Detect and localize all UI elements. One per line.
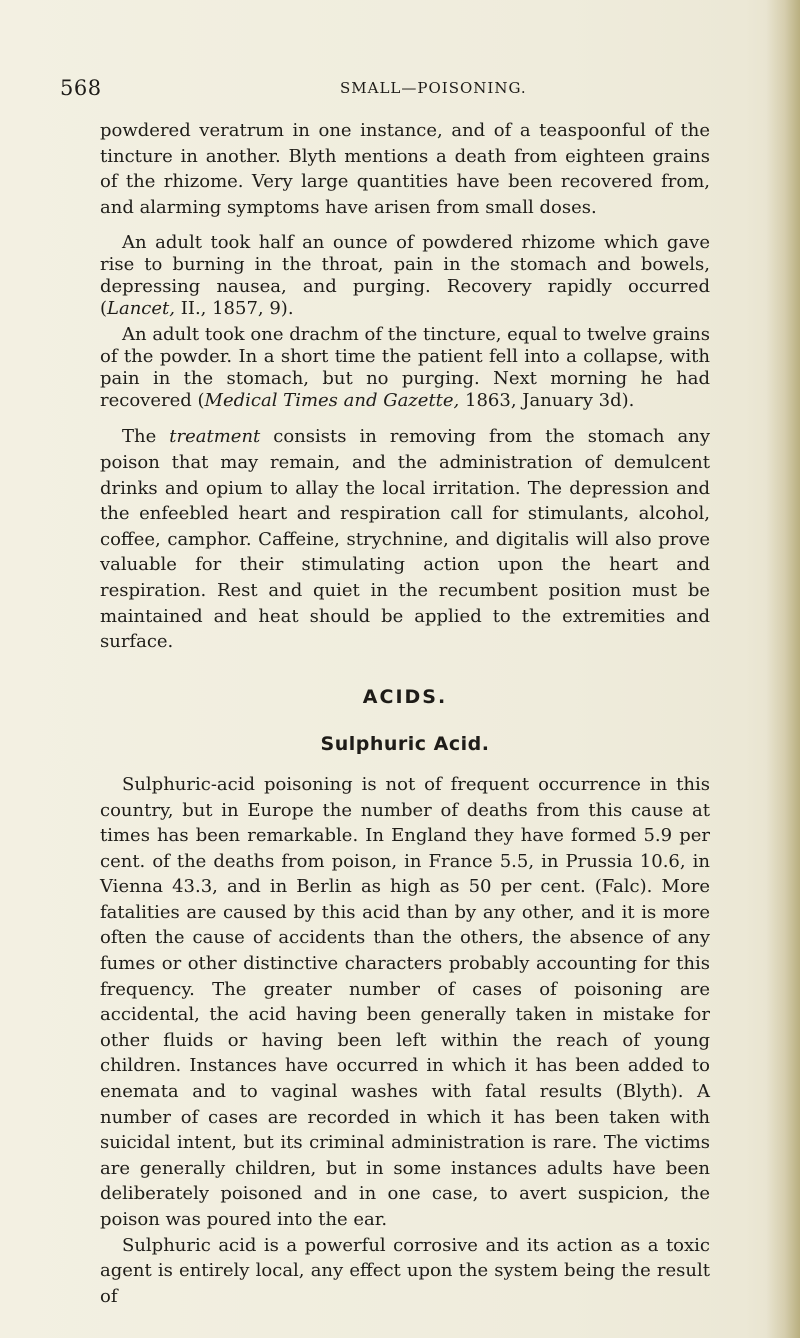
treatment-term: treatment [169, 426, 261, 448]
running-head: SMALL—POISONING. [340, 79, 527, 97]
paragraph-treatment [100, 424, 710, 654]
paragraph-veratrum-doses: powdered veratrum in one instance, and of a teaspoonful of the tincture in another. Blyth mentions a death from eighteen grains of the rhizome. Very large quantities have been recovered from, and alarming symptoms have arisen from small doses. [100, 120, 710, 218]
citation-medical-times-ref: 1863, January 3d). [459, 390, 635, 412]
subsection-heading: Sulphuric Acid. [320, 733, 490, 756]
citation-lancet: Lancet, [107, 298, 175, 320]
page-body [100, 118, 710, 1309]
page-edge-shadow [766, 0, 800, 1338]
citation-lancet-ref: II., 1857, 9). [175, 298, 294, 320]
case-text: An adult took one drachm of the tincture, equal to twelve grains of the powder. In a short time the patient fell into a collapse, with pain in the stomach, but no purging. Next morning he had recovered ( [100, 324, 710, 412]
citation-medical-times: Medical Times and Gazette, [204, 390, 460, 412]
page-number: 568 [60, 76, 102, 100]
treatment-text: consists in removing from the stomach any poison that may remain, and the administration of demulcent drinks and opium to allay the local irritation. The depression and the enfeebled heart and respiration call for stimulants, alcohol, coffee, camphor. Caffeine, strychnine, and digitalis will also prove valuable for their stimulating action upon the heart and respiration. Rest and quiet in the recumbent position must be maintained and heat should be applied to the extremities and surface. [100, 426, 710, 653]
paragraph-case-lancet [100, 232, 710, 320]
page-header [60, 76, 710, 106]
case-text: An adult took half an ounce of powdered rhizome which gave rise to burning in the throat, pain in the stomach and bowels, depressing nausea, and purging. Recovery rapidly occurred ( [100, 232, 710, 320]
treatment-lead: The [122, 426, 170, 448]
paragraph-sulphuric-acid-action: Sulphuric acid is a powerful corrosive and its action as a toxic agent is entirely local, any effect upon the system being the result of [100, 1234, 710, 1307]
section-heading: ACIDS. [362, 685, 448, 708]
paragraph-case-medical-times [100, 324, 710, 412]
paragraph-sulphuric-acid-incidence: Sulphuric-acid poisoning is not of frequent occurrence in this country, but in Europe the number of deaths from this cause at times has been remarkable. In England they have formed 5.9 per cent. of the deaths from poison, in France 5.5, in Prussia 10.6, in Vienna 43.3, and in Berlin as high as 50 per cent. (Falc). More fatalities are caused by this acid than by any other, and it is more often the cause of accidents than the others, the absence of any fumes or other distinctive characters probably accounting for this frequency. The greater number of cases of poisoning are accidental, the acid having been generally taken in mistake for other fluids or having been left within the reach of young children. Instances have occurred in which it has been added to enemata and to vaginal washes with fatal results (Blyth). A number of cases are recorded in which it has been taken with suicidal intent, but its criminal administration is rare. The victims are generally children, but in some instances adults have been deliberately poisoned and in one case, to avert suspicion, the poison was poured into the ear. [100, 773, 710, 1230]
